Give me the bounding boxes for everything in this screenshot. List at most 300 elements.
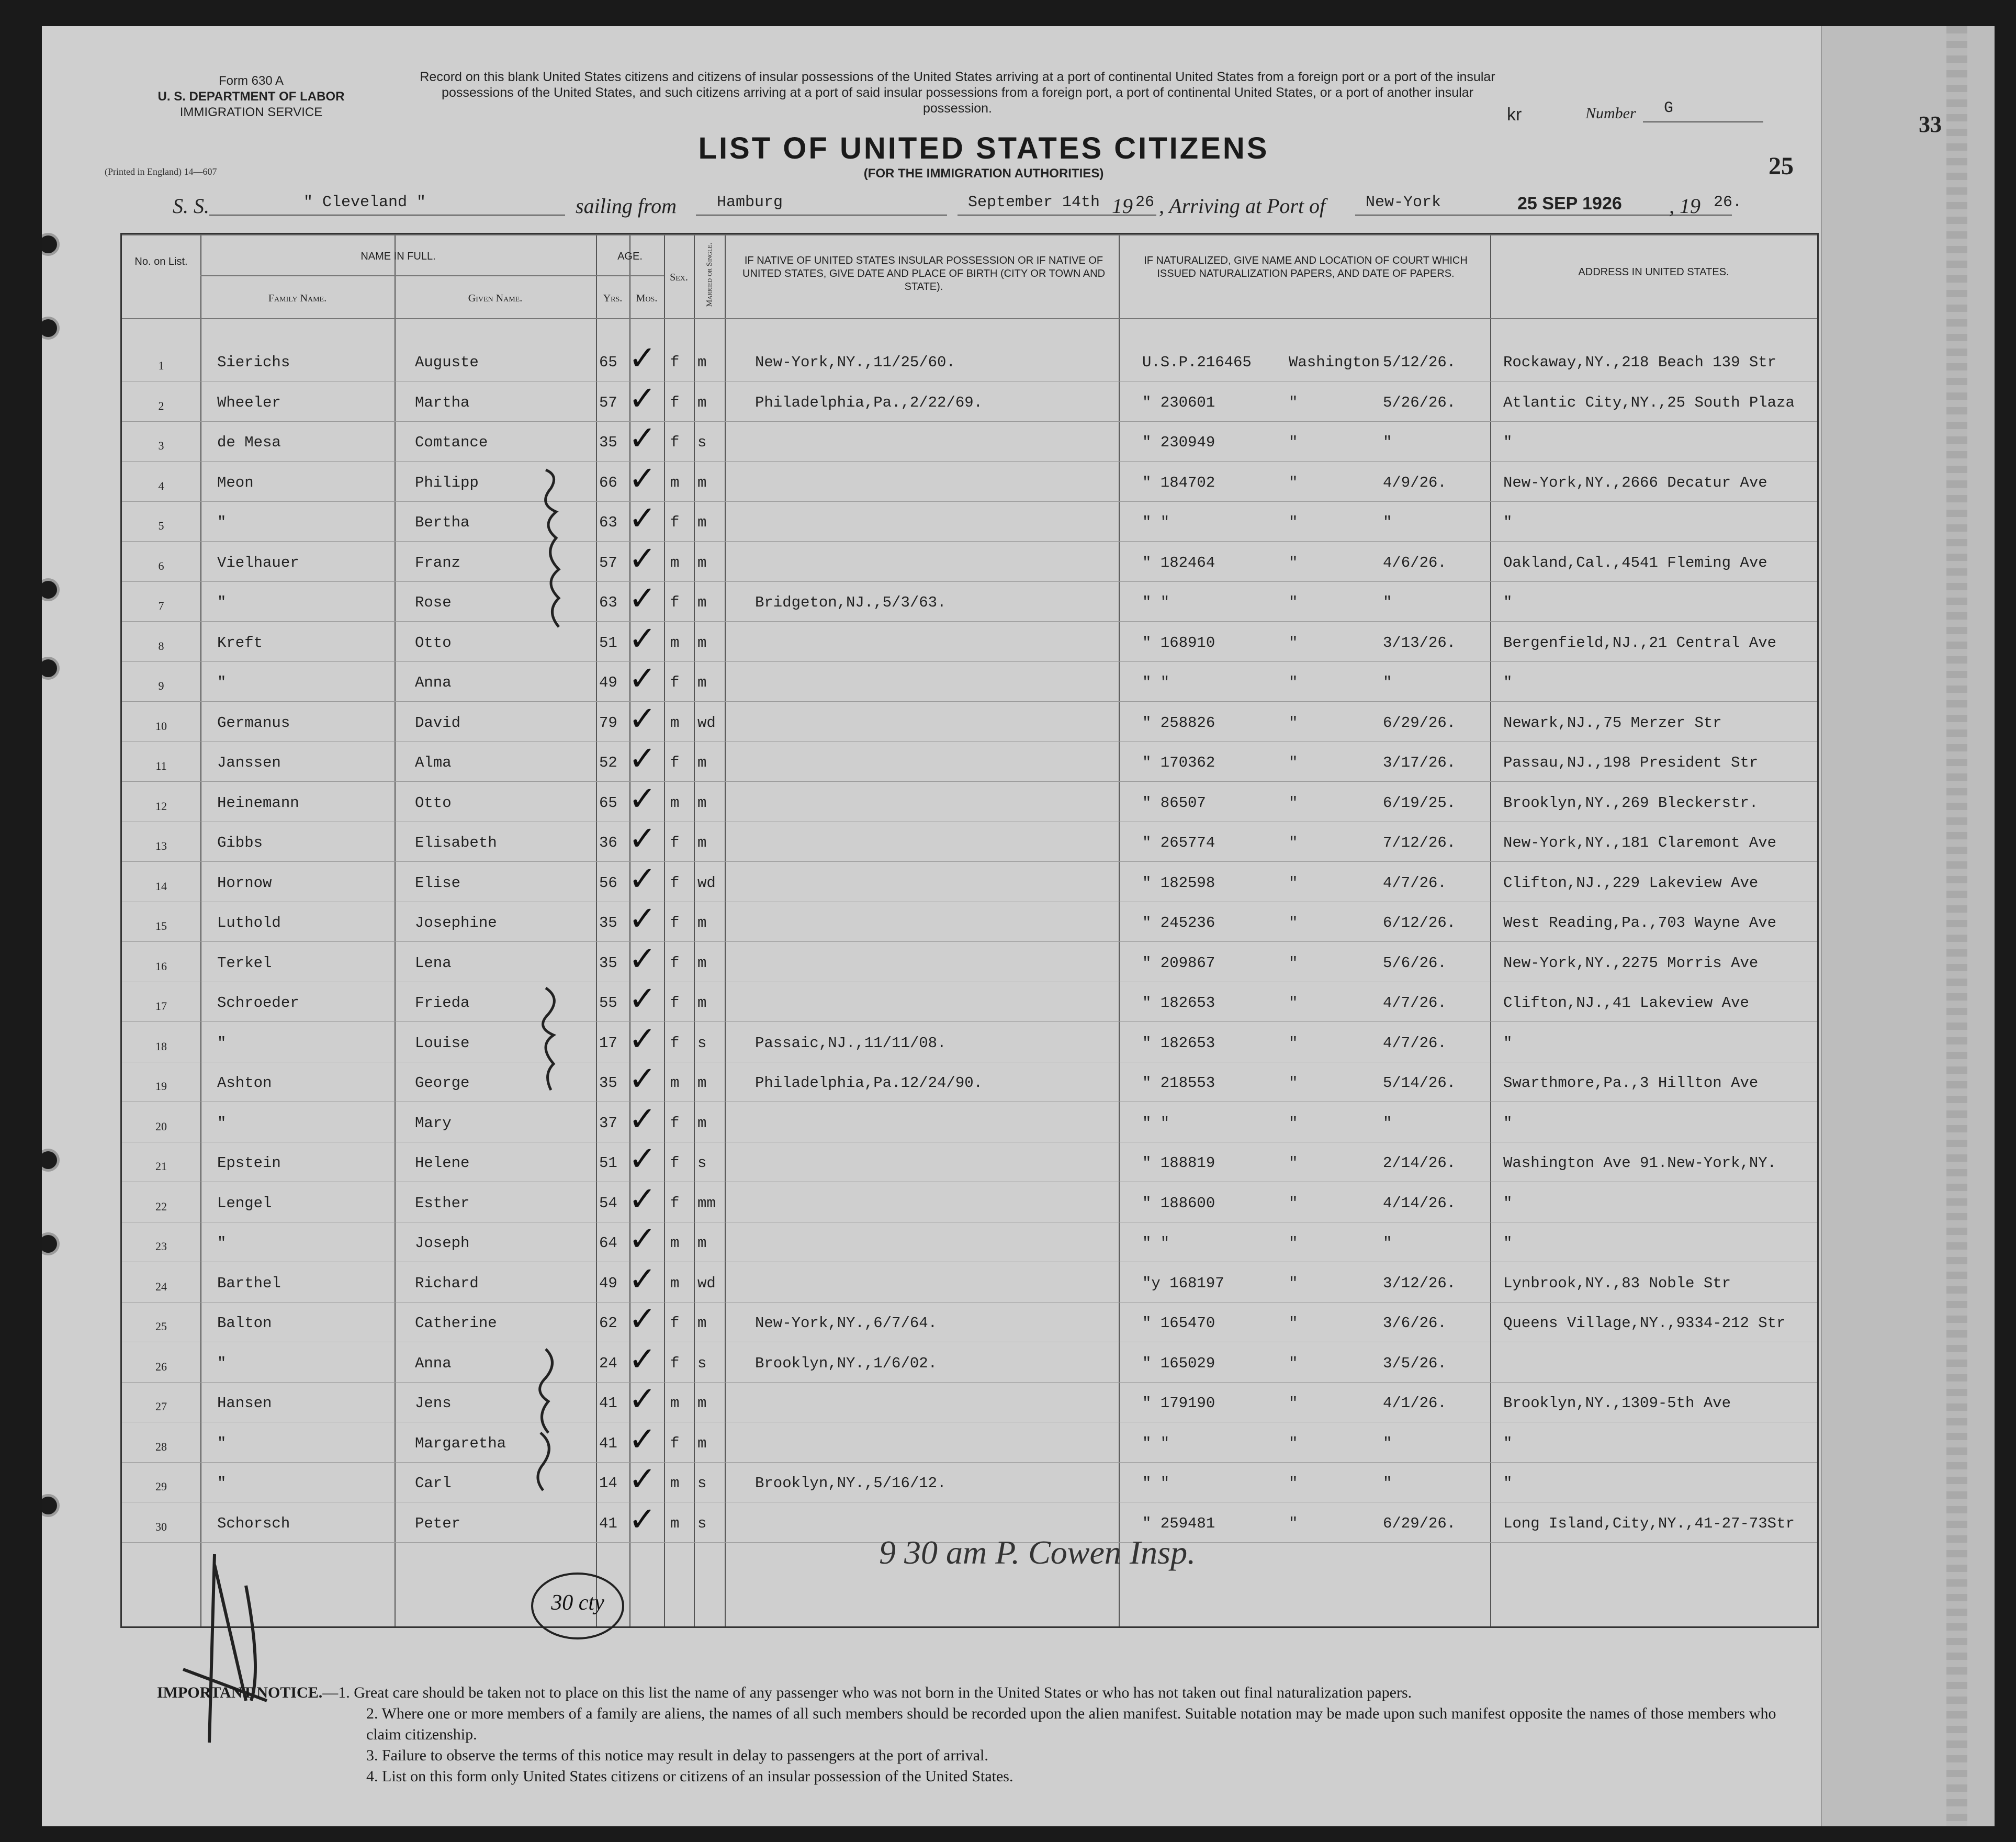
cell-date: 4/9/26. (1383, 474, 1447, 491)
adjacent-page (1821, 26, 1995, 1826)
cell-court: " (1289, 1034, 1298, 1052)
cell-address: " (1503, 1234, 1513, 1252)
cell-no: 17 (155, 999, 167, 1013)
cell-no: 5 (158, 519, 164, 532)
cell-given: Louise (415, 1034, 470, 1052)
cell-paper: " " (1142, 674, 1170, 691)
cell-family: Janssen (217, 754, 281, 771)
row-divider (122, 701, 1817, 702)
inspector-signature: 9 30 am P. Cowen Insp. (879, 1534, 1196, 1571)
cell-sex: f (670, 354, 680, 371)
cell-ms: m (697, 1434, 707, 1452)
cell-paper: " 265774 (1142, 834, 1215, 851)
cell-sex: f (670, 1434, 680, 1452)
cell-ms: m (697, 354, 707, 371)
cell-court: " (1289, 1354, 1298, 1372)
cell-age: 49 (599, 1274, 617, 1292)
cell-date: 6/12/26. (1383, 914, 1456, 931)
cell-no: 7 (158, 599, 164, 612)
cell-address: Passau,NJ.,198 President Str (1503, 754, 1759, 771)
cell-ms: m (697, 554, 707, 571)
cell-sex: m (670, 1395, 680, 1412)
cell-age: 55 (599, 994, 617, 1012)
cell-court: " (1289, 954, 1298, 972)
cell-family: Wheeler (217, 394, 281, 411)
check-mark-icon: ✓ (628, 1099, 657, 1139)
cell-age: 41 (599, 1434, 617, 1452)
cell-date: 4/7/26. (1383, 874, 1447, 892)
cell-ms: m (697, 754, 707, 771)
cell-age: 49 (599, 674, 617, 691)
cell-ms: m (697, 994, 707, 1012)
cell-family: Terkel (217, 954, 272, 972)
check-mark-icon: ✓ (628, 1260, 657, 1299)
cell-paper: " 184702 (1142, 474, 1215, 491)
cell-ms: m (697, 1074, 707, 1092)
cell-address: " (1503, 434, 1513, 451)
check-mark-icon: ✓ (628, 1420, 657, 1459)
cell-given: Otto (415, 794, 452, 812)
cell-no: 29 (155, 1480, 167, 1493)
cell-paper: " " (1142, 1114, 1170, 1132)
check-mark-icon: ✓ (628, 459, 657, 498)
cell-no: 22 (155, 1199, 167, 1213)
col-no: No. on List. (134, 256, 188, 267)
cell-court: " (1289, 1514, 1298, 1532)
year-prefix: 19 (1112, 194, 1133, 218)
cell-court: " (1289, 1475, 1298, 1492)
cell-given: David (415, 714, 461, 732)
cell-date: " (1383, 594, 1392, 611)
binder-hole (42, 319, 57, 337)
check-mark-icon: ✓ (628, 859, 657, 898)
cell-age: 57 (599, 554, 617, 571)
cell-family: Ashton (217, 1074, 272, 1092)
year2-suffix: 26. (1714, 194, 1742, 211)
row-divider (122, 421, 1817, 422)
cell-family: " (217, 1354, 227, 1372)
cell-court: " (1289, 1194, 1298, 1212)
cell-given: George (415, 1074, 470, 1092)
row-divider (122, 861, 1817, 862)
cell-no: 4 (158, 479, 164, 492)
cell-age: 24 (599, 1354, 617, 1372)
cell-court: " (1289, 1434, 1298, 1452)
cell-date: 5/12/26. (1383, 354, 1456, 371)
cell-no: 19 (155, 1080, 167, 1093)
binder-hole (42, 581, 57, 599)
check-mark-icon: ✓ (628, 539, 657, 578)
cell-date: 3/5/26. (1383, 1354, 1447, 1372)
cell-address: " (1503, 1194, 1513, 1212)
check-mark-icon: ✓ (628, 739, 657, 778)
form-info (105, 73, 398, 120)
ss-label: S. S. (173, 194, 209, 218)
cell-date: " (1383, 674, 1392, 691)
cell-address: Bergenfield,NJ.,21 Central Ave (1503, 634, 1777, 652)
cell-court: " (1289, 434, 1298, 451)
cell-address: New-York,NY.,2275 Morris Ave (1503, 954, 1759, 972)
kr-label: kr (1507, 105, 1522, 125)
cell-ms: m (697, 794, 707, 812)
cell-court: " (1289, 394, 1298, 411)
page-number: 25 (1769, 152, 1794, 180)
cell-no: 11 (155, 759, 167, 772)
cell-sex: f (670, 514, 680, 531)
cell-sex: f (670, 954, 680, 972)
cell-date: 5/6/26. (1383, 954, 1447, 972)
cell-ms: m (697, 634, 707, 652)
cell-ms: m (697, 474, 707, 491)
cell-family: Hansen (217, 1395, 272, 1412)
cell-age: 35 (599, 914, 617, 931)
cell-ms: m (697, 1315, 707, 1332)
cell-given: Anna (415, 1354, 452, 1372)
cell-court: " (1289, 594, 1298, 611)
cell-address: " (1503, 1034, 1513, 1052)
cell-date: " (1383, 514, 1392, 531)
binder-hole (42, 1497, 57, 1514)
cell-no: 10 (155, 719, 167, 733)
cell-court: " (1289, 474, 1298, 491)
cell-family: Germanus (217, 714, 290, 732)
row-divider (122, 941, 1817, 942)
check-mark-icon: ✓ (628, 659, 657, 698)
cell-given: Richard (415, 1274, 479, 1292)
cell-given: Alma (415, 754, 452, 771)
cell-sex: m (670, 1274, 680, 1292)
cell-given: Bertha (415, 514, 470, 531)
cell-paper: " 182464 (1142, 554, 1215, 571)
cell-family: Barthel (217, 1274, 281, 1292)
cell-given: Helene (415, 1154, 470, 1172)
cell-no: 24 (155, 1279, 167, 1293)
cell-date: 7/12/26. (1383, 834, 1456, 851)
sailing-from-label: sailing from (576, 194, 677, 218)
check-mark-icon: ✓ (628, 939, 657, 979)
cell-age: 54 (599, 1194, 617, 1212)
cell-paper: " 168910 (1142, 634, 1215, 652)
cell-ms: m (697, 834, 707, 851)
cell-address: Queens Village,NY.,9334-212 Str (1503, 1315, 1786, 1332)
family-brackets (530, 459, 593, 1501)
check-mark-icon: ✓ (628, 499, 657, 538)
page-edge (1946, 26, 1967, 1826)
year2-prefix: , 19 (1669, 194, 1700, 218)
cell-paper: " 258826 (1142, 714, 1215, 732)
cell-no: 30 (155, 1520, 167, 1533)
col-family-name: Family Name. (268, 293, 327, 304)
check-mark-icon: ✓ (628, 980, 657, 1018)
row-divider (122, 621, 1817, 622)
cell-address: Brooklyn,NY.,1309-5th Ave (1503, 1395, 1731, 1412)
check-mark-icon: ✓ (628, 699, 657, 738)
cell-sex: f (670, 394, 680, 411)
cell-family: Vielhauer (217, 554, 299, 571)
cell-family: " (217, 1234, 227, 1252)
cell-age: 64 (599, 1234, 617, 1252)
circled-note (531, 1573, 624, 1639)
cell-sex: f (670, 1315, 680, 1332)
cell-sex: f (670, 1354, 680, 1372)
cell-court: " (1289, 834, 1298, 851)
cell-age: 66 (599, 474, 617, 491)
cell-sex: f (670, 594, 680, 611)
cell-given: Rose (415, 594, 452, 611)
cell-no: 28 (155, 1440, 167, 1453)
cell-family: Hornow (217, 874, 272, 892)
cell-no: 21 (155, 1160, 167, 1173)
date-underline (958, 214, 1156, 216)
department: U. S. DEPARTMENT OF LABOR (157, 89, 345, 104)
cell-date: 2/14/26. (1383, 1154, 1456, 1172)
cell-given: Catherine (415, 1315, 497, 1332)
cell-birth: Brooklyn,NY.,1/6/02. (755, 1354, 938, 1372)
cell-given: Auguste (415, 354, 479, 371)
cell-ms: m (697, 1234, 707, 1252)
cell-age: 14 (599, 1475, 617, 1492)
cell-sex: m (670, 1234, 680, 1252)
cell-address: " (1503, 594, 1513, 611)
printed-note: (Printed in England) 14—607 (105, 166, 217, 177)
cell-date: 6/19/25. (1383, 794, 1456, 812)
cell-sex: f (670, 434, 680, 451)
cell-age: 35 (599, 1074, 617, 1092)
cell-date: " (1383, 1234, 1392, 1252)
service: IMMIGRATION SERVICE (179, 105, 323, 119)
cell-date: 3/12/26. (1383, 1274, 1456, 1292)
cell-paper: " " (1142, 514, 1170, 531)
row-divider (122, 661, 1817, 662)
header-instructions: Record on this blank United States citizens and citizens of insular possessions of the United States arriving at a port of continental United States from a foreign port or a port of the insular possessions of the United States, and such citizens arriving at a port of said insular possessions from a foreign port, a port of continental United States, or a port of another insular possession. (420, 70, 1495, 116)
col-married-single: Married or Single. (705, 242, 714, 307)
cell-age: 51 (599, 634, 617, 652)
cell-age: 79 (599, 714, 617, 732)
port-from-underline (696, 214, 947, 216)
check-mark-icon: ✓ (628, 339, 657, 378)
cell-age: 57 (599, 394, 617, 411)
cell-birth: Bridgeton,NJ.,5/3/63. (755, 594, 947, 611)
cell-date: 6/29/26. (1383, 1514, 1456, 1532)
cell-paper: " 170362 (1142, 754, 1215, 771)
cell-given: Jens (415, 1395, 452, 1412)
cell-age: 56 (599, 874, 617, 892)
cell-family: " (217, 514, 227, 531)
cell-age: 65 (599, 794, 617, 812)
cell-date: 4/14/26. (1383, 1194, 1456, 1212)
col-mos: Mos. (636, 293, 658, 304)
binder-hole (42, 659, 57, 677)
cell-given: Anna (415, 674, 452, 691)
cell-birth: Philadelphia,Pa.,2/22/69. (755, 394, 983, 411)
cell-court: " (1289, 994, 1298, 1012)
cell-court: " (1289, 1154, 1298, 1172)
cell-given: Philipp (415, 474, 479, 491)
cell-address: Washington Ave 91.New-York,NY. (1503, 1154, 1777, 1172)
cell-no: 3 (158, 439, 164, 452)
cell-address: Clifton,NJ.,41 Lakeview Ave (1503, 994, 1749, 1012)
binder-hole (42, 1151, 57, 1169)
cell-family: Schorsch (217, 1514, 290, 1532)
number-underline (1643, 121, 1763, 122)
cell-age: 17 (599, 1034, 617, 1052)
cell-court: " (1289, 1074, 1298, 1092)
cell-paper: " 230601 (1142, 394, 1215, 411)
ship-name: " Cleveland " (303, 194, 426, 211)
circled-note-text: 30 cty (551, 1591, 604, 1615)
row-divider (122, 1462, 1817, 1463)
cell-given: Josephine (415, 914, 497, 931)
cell-no: 12 (155, 799, 167, 813)
year-suffix: 26 (1135, 194, 1155, 211)
cell-paper: " 179190 (1142, 1395, 1215, 1412)
cell-given: Carl (415, 1475, 452, 1492)
cell-family: de Mesa (217, 434, 281, 451)
cell-address: Lynbrook,NY.,83 Noble Str (1503, 1274, 1731, 1292)
cell-no: 2 (158, 399, 164, 412)
cell-given: Peter (415, 1514, 461, 1532)
cell-date: 4/6/26. (1383, 554, 1447, 571)
cell-family: Gibbs (217, 834, 263, 851)
check-mark-icon: ✓ (628, 819, 657, 858)
notice-item-3: 3. Failure to observe the terms of this notice may result in delay to passengers at the port of arrival. (366, 1747, 988, 1764)
cell-age: 36 (599, 834, 617, 851)
cell-family: " (217, 1434, 227, 1452)
cell-court: " (1289, 794, 1298, 812)
cell-date: 4/1/26. (1383, 1395, 1447, 1412)
check-mark-icon: ✓ (628, 1300, 657, 1339)
cell-sex: f (670, 994, 680, 1012)
cell-sex: m (670, 474, 680, 491)
cell-ms: s (697, 1514, 707, 1532)
corner-number: 33 (1919, 111, 1942, 137)
cell-sex: m (670, 1074, 680, 1092)
arrival-stamp: 25 SEP 1926 (1517, 194, 1622, 214)
cell-family: Heinemann (217, 794, 299, 812)
cell-ms: wd (697, 1274, 716, 1292)
cell-family: Schroeder (217, 994, 299, 1012)
cell-address: New-York,NY.,181 Claremont Ave (1503, 834, 1777, 851)
page-subtitle: (FOR THE IMMIGRATION AUTHORITIES) (863, 166, 1104, 181)
cell-address: " (1503, 514, 1513, 531)
cell-family: Luthold (217, 914, 281, 931)
row-divider (122, 461, 1817, 462)
cell-no: 1 (158, 359, 164, 372)
cell-no: 26 (155, 1360, 167, 1373)
notice-item-4: 4. List on this form only United States citizens or citizens of an insular possession of the United States. (366, 1768, 1013, 1785)
cell-family: " (217, 1034, 227, 1052)
sailing-date: September 14th (968, 194, 1100, 211)
col-address: ADDRESS IN UNITED STATES. (1578, 266, 1729, 278)
cell-family: " (217, 594, 227, 611)
cell-age: 62 (599, 1315, 617, 1332)
cell-paper: " 259481 (1142, 1514, 1215, 1532)
cell-ms: mm (697, 1194, 716, 1212)
cell-address: Rockaway,NY.,218 Beach 139 Str (1503, 354, 1777, 371)
cell-date: 6/29/26. (1383, 714, 1456, 732)
cell-given: Lena (415, 954, 452, 972)
cell-no: 14 (155, 879, 167, 893)
cell-age: 41 (599, 1514, 617, 1532)
cell-sex: m (670, 634, 680, 652)
check-mark-icon: ✓ (628, 1380, 657, 1419)
cell-given: Franz (415, 554, 461, 571)
cell-paper: " " (1142, 1234, 1170, 1252)
cell-paper: " 182653 (1142, 994, 1215, 1012)
cell-court: " (1289, 754, 1298, 771)
cell-birth: Passaic,NJ.,11/11/08. (755, 1034, 947, 1052)
important-notice (157, 1682, 1805, 1787)
cell-sex: f (670, 754, 680, 771)
row-divider (122, 1382, 1817, 1383)
check-mark-icon: ✓ (628, 1140, 657, 1178)
check-mark-icon: ✓ (628, 1060, 657, 1098)
cell-court: Washington (1289, 354, 1380, 371)
number-value: G (1664, 99, 1674, 117)
cell-date: 3/6/26. (1383, 1315, 1447, 1332)
col-age: AGE. (617, 251, 643, 262)
row-divider (122, 581, 1817, 582)
check-mark-icon: ✓ (628, 1180, 657, 1219)
row-divider (122, 781, 1817, 782)
port-to: New-York (1366, 194, 1441, 211)
check-mark-icon: ✓ (628, 1500, 657, 1539)
cell-address: Swarthmore,Pa.,3 Hillton Ave (1503, 1074, 1759, 1092)
cell-given: Joseph (415, 1234, 470, 1252)
cell-given: Esther (415, 1194, 470, 1212)
cell-date: 3/17/26. (1383, 754, 1456, 771)
form-number: Form 630 A (218, 74, 284, 88)
cell-no: 15 (155, 919, 167, 933)
cell-sex: m (670, 794, 680, 812)
page-title: LIST OF UNITED STATES CITIZENS (698, 131, 1269, 165)
cell-court: " (1289, 1395, 1298, 1412)
row-divider (122, 541, 1817, 542)
check-mark-icon: ✓ (628, 1340, 657, 1379)
cell-family: Meon (217, 474, 254, 491)
cell-no: 23 (155, 1240, 167, 1253)
col-given-name: Given Name. (468, 293, 523, 304)
cell-given: Elisabeth (415, 834, 497, 851)
cell-paper: " 165029 (1142, 1354, 1215, 1372)
cell-no: 8 (158, 639, 164, 653)
cell-paper: " 188819 (1142, 1154, 1215, 1172)
cell-age: 52 (599, 754, 617, 771)
cell-no: 16 (155, 959, 167, 973)
cell-court: " (1289, 1114, 1298, 1132)
cell-paper: " 230949 (1142, 434, 1215, 451)
cell-ms: m (697, 514, 707, 531)
col-native-birth: IF NATIVE OF UNITED STATES INSULAR POSSESSION OR IF NATIVE OF UNITED STATES, GIVE DATE AND PLACE OF BIRTH (CITY OR TOWN AND STATE). (742, 255, 1106, 293)
cell-family: " (217, 1475, 227, 1492)
cell-court: " (1289, 1234, 1298, 1252)
binder-hole (42, 235, 57, 253)
cell-given: Mary (415, 1114, 452, 1132)
notice-item-1: —1. Great care should be taken not to place on this list the name of any passenger who was not born in the United States or who has not taken out final naturalization papers. (322, 1684, 1412, 1701)
cell-birth: New-York,NY.,11/25/60. (755, 354, 955, 371)
cell-address: West Reading,Pa.,703 Wayne Ave (1503, 914, 1777, 931)
binder-hole (42, 1235, 57, 1253)
cell-given: Frieda (415, 994, 470, 1012)
cell-ms: m (697, 674, 707, 691)
cell-ms: s (697, 1475, 707, 1492)
cell-date: 4/7/26. (1383, 1034, 1447, 1052)
cell-paper: " 245236 (1142, 914, 1215, 931)
cell-paper: " " (1142, 1434, 1170, 1452)
cell-ms: s (697, 434, 707, 451)
cell-family: Balton (217, 1315, 272, 1332)
passenger-table (120, 233, 1819, 1628)
